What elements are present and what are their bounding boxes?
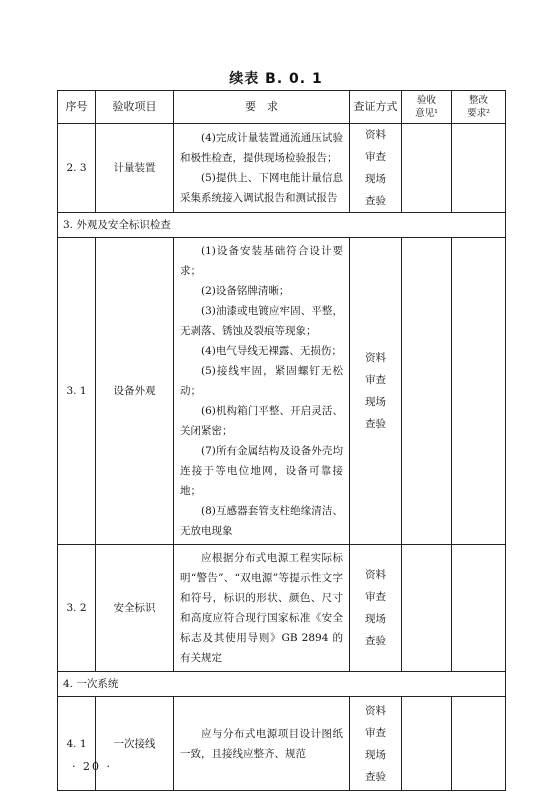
row-item: 计量装置 <box>96 124 174 213</box>
requirement-line: (4)电气导线无裸露、无损伤； <box>201 345 342 357</box>
row-opinion <box>402 545 452 672</box>
section-row <box>58 672 506 697</box>
header-method: 查证方式 <box>350 91 402 124</box>
method-line: 审查 <box>365 374 386 386</box>
header-requirements: 要 求 <box>174 91 350 124</box>
row-opinion <box>402 238 452 545</box>
method-line: 资料 <box>365 569 386 581</box>
header-opinion-line2: 意见¹ <box>415 108 438 119</box>
header-rectify <box>452 91 506 124</box>
row-number: 3. 1 <box>58 238 96 545</box>
requirement-line: (5)接线牢固，紧固螺钉无松动； <box>180 365 343 397</box>
row-rectify <box>452 124 506 213</box>
section-title: 4. 一次系统 <box>58 672 506 697</box>
table-row <box>58 697 506 791</box>
row-item: 安全标识 <box>96 545 174 672</box>
row-rectify <box>452 697 506 791</box>
table-row <box>58 545 506 672</box>
table-header-row <box>58 91 506 124</box>
row-requirements <box>174 697 350 791</box>
row-method <box>350 697 402 791</box>
row-rectify <box>452 545 506 672</box>
section-row <box>58 213 506 238</box>
page-title: 续表 B. 0. 1 <box>229 71 323 87</box>
row-method <box>350 124 402 213</box>
header-rectify-line1: 整改 <box>468 95 488 106</box>
method-line: 审查 <box>365 726 386 739</box>
row-requirements <box>174 124 350 213</box>
row-rectify <box>452 238 506 545</box>
requirement-line: (3)油漆或电镀应牢固、平整，无剥落、锈蚀及裂痕等现象； <box>180 305 343 337</box>
row-item: 设备外观 <box>96 238 174 545</box>
requirement-line: (2)设备铭牌清晰； <box>201 285 290 297</box>
row-opinion <box>402 697 452 791</box>
method-line: 资料 <box>365 129 386 141</box>
method-line: 现场 <box>365 396 386 408</box>
header-opinion-line1: 验收 <box>416 95 436 106</box>
page-number: · 20 · <box>72 760 112 773</box>
requirement-line: (6)机构箱门平整、开启灵活、关闭紧密； <box>180 405 343 437</box>
row-item: 一次接线 <box>96 697 174 791</box>
method-line: 查验 <box>365 635 386 647</box>
requirement-line: 应与分布式电源项目设计图纸一致，且接线应整齐、规范 <box>180 727 343 760</box>
row-method <box>350 238 402 545</box>
row-number: 3. 2 <box>58 545 96 672</box>
method-line: 查验 <box>365 770 386 783</box>
method-line: 现场 <box>365 613 386 625</box>
table-row <box>58 238 506 545</box>
header-item: 验收项目 <box>96 91 174 124</box>
requirement-line: (4)完成计量装置通流通压试验和极性检查，提供现场检验报告； <box>180 132 343 164</box>
table-row <box>58 124 506 213</box>
method-line: 审查 <box>365 591 386 603</box>
row-requirements <box>174 238 350 545</box>
row-requirements <box>174 545 350 672</box>
method-line: 资料 <box>365 352 386 364</box>
method-line: 资料 <box>365 704 386 717</box>
method-line: 审查 <box>365 151 386 163</box>
requirement-line: (5)提供上、下网电能计量信息采集系统接入调试报告和测试报告 <box>180 172 343 204</box>
requirement-line: (8)互感器套管支柱绝缘清洁、无放电现象 <box>180 505 343 537</box>
method-line: 查验 <box>365 418 386 430</box>
requirement-line: (1)设备安装基础符合设计要求； <box>180 245 343 277</box>
row-method <box>350 545 402 672</box>
row-number: 4. 1 <box>58 697 96 791</box>
row-opinion <box>402 124 452 213</box>
row-number: 2. 3 <box>58 124 96 213</box>
requirement-line: 应根据分布式电源工程实际标明“警告”、“双电源”等提示性文字和符号，标识的形状、颜色、尺寸和高度应符合现行国家标准《安全标志及其使用导则》GB 2894 的有关规定 <box>180 552 343 664</box>
header-no: 序号 <box>58 91 96 124</box>
method-line: 查验 <box>365 195 386 207</box>
acceptance-table <box>57 90 506 791</box>
header-opinion <box>402 91 452 124</box>
requirement-line: (7)所有金属结构及设备外壳均连接于等电位地网，设备可靠接地； <box>180 445 343 497</box>
section-title: 3. 外观及安全标识检查 <box>58 213 506 238</box>
header-rectify-line2: 要求² <box>467 108 490 119</box>
method-line: 现场 <box>365 173 386 185</box>
method-line: 现场 <box>365 748 386 761</box>
